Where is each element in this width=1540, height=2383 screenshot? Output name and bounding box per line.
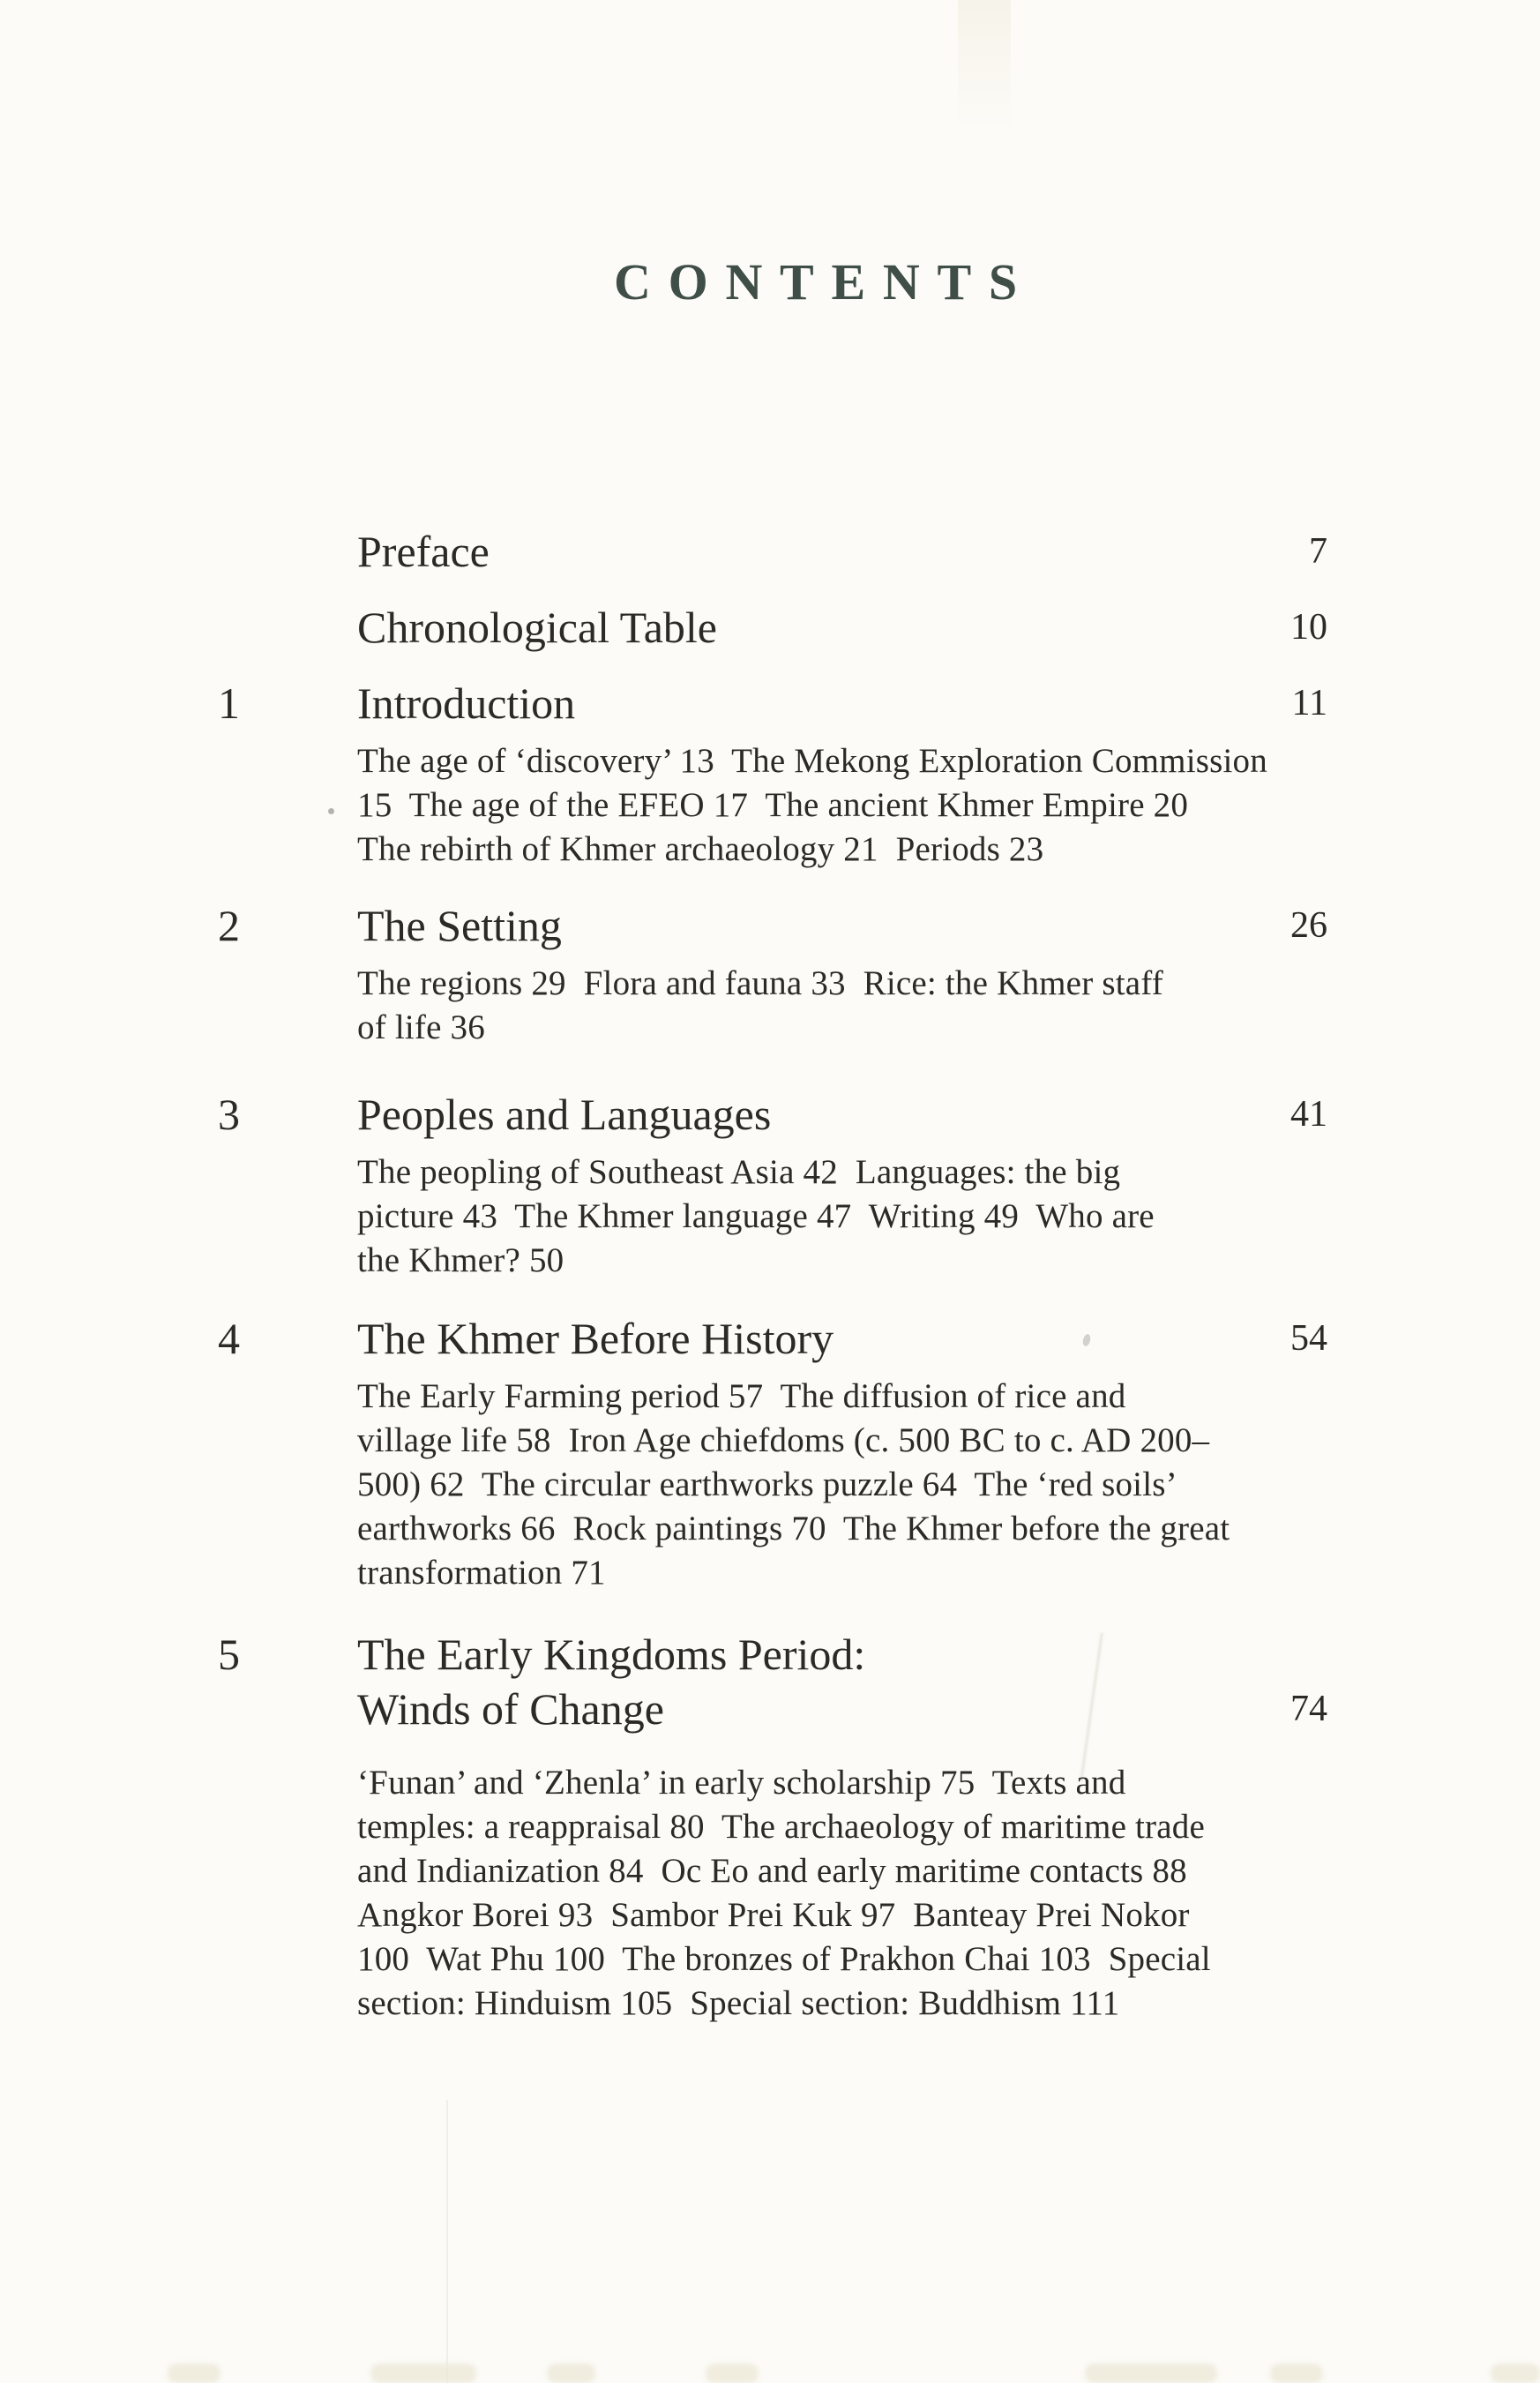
scan-artifact-smudge (168, 2364, 221, 2383)
subentry-line: earthworks 66 Rock paintings 70 The Khmer before the great (357, 1510, 1230, 1547)
subentry-line: village life 58 Iron Age chiefdoms (c. 500 BC to c. AD 200– (357, 1421, 1210, 1459)
scan-artifact-crease (446, 2100, 448, 2383)
chapter-row (218, 1311, 1327, 1366)
subentry-line: temples: a reappraisal 80 The archaeology of maritime trade (357, 1808, 1205, 1846)
subentry-line: 100 Wat Phu 100 The bronzes of Prakhon Chai 103 Special (357, 1940, 1211, 1978)
chapter-number: 2 (218, 901, 240, 950)
subentry-line: transformation 71 (357, 1554, 606, 1592)
chapter-subentries (357, 739, 1327, 872)
chapter-number: 3 (218, 1090, 240, 1139)
subentry-line: The age of ‘discovery’ 13 The Mekong Exploration Commission (357, 742, 1267, 780)
chapter-title: Peoples and Languages (357, 1090, 772, 1139)
chapter-title: The Setting (357, 901, 562, 950)
scan-artifact-smudge (370, 2364, 476, 2383)
subentry-line: 15 The age of the EFEO 17 The ancient Khmer Empire 20 (357, 786, 1189, 824)
page-number: 11 (1291, 683, 1327, 723)
page-title: CONTENTS (614, 253, 1035, 311)
subentry-line: and Indianization 84 Oc Eo and early maritime contacts 88 (357, 1852, 1187, 1890)
chapter-subentries (357, 1761, 1327, 2026)
page-number: 41 (1290, 1094, 1327, 1135)
page-number: 10 (1290, 607, 1327, 648)
chapter-row (218, 1627, 1327, 1736)
front-matter-row (218, 600, 1327, 655)
chapter-title: Introduction (357, 678, 576, 728)
subentry-line: The Early Farming period 57 The diffusion of rice and (357, 1377, 1126, 1415)
subentry-line: Angkor Borei 93 Sambor Prei Kuk 97 Banteay Prei Nokor (357, 1896, 1190, 1934)
chapter-subentries (357, 1150, 1327, 1283)
chapter-number: 1 (218, 678, 240, 728)
table-of-contents (218, 524, 1327, 2026)
chapter-number: 4 (218, 1314, 240, 1363)
chapter-row (218, 898, 1327, 953)
front-matter-row (218, 524, 1327, 579)
chapter-subentries (357, 962, 1327, 1050)
entry-title: Chronological Table (357, 603, 717, 652)
subentry-line: The regions 29 Flora and fauna 33 Rice: the Khmer staff (357, 964, 1163, 1002)
subentry-line: The peopling of Southeast Asia 42 Languages: the big (357, 1153, 1121, 1191)
page-number: 26 (1290, 905, 1327, 946)
subentry-line: section: Hinduism 105 Special section: Buddhism 111 (357, 1984, 1120, 2022)
chapter-row (218, 1087, 1327, 1142)
chapter-number-spacer (218, 600, 357, 655)
scan-artifact-smudge (1270, 2364, 1323, 2383)
scan-artifact-smudge (706, 2364, 759, 2383)
subentry-line: 500) 62 The circular earthworks puzzle 64 The ‘red soils’ (357, 1465, 1177, 1503)
chapter-number: 5 (218, 1630, 240, 1679)
chapter-title-line: The Early Kingdoms Period: (357, 1630, 866, 1679)
page-number: 7 (1309, 531, 1327, 572)
chapter-title (357, 1627, 1290, 1736)
subentry-line: the Khmer? 50 (357, 1241, 564, 1279)
chapter-title-line: Winds of Change (357, 1684, 664, 1734)
scan-artifact-smudge (1085, 2364, 1217, 2383)
subentry-line: of life 36 (357, 1008, 485, 1046)
chapter-number-spacer (218, 524, 357, 579)
chapter-row (218, 676, 1327, 731)
subentry-line: ‘Funan’ and ‘Zhenla’ in early scholarship 75 Texts and (357, 1764, 1126, 1802)
scan-artifact-streak (958, 0, 1011, 132)
scan-artifact-smudge (1491, 2364, 1540, 2383)
entry-title: Preface (357, 527, 490, 576)
chapter-subentries (357, 1375, 1327, 1595)
scan-artifact-smudge (547, 2364, 595, 2383)
page-number: 74 (1290, 1689, 1327, 1729)
page-number: 54 (1290, 1318, 1327, 1359)
chapter-title: The Khmer Before History (357, 1314, 834, 1363)
subentry-line: picture 43 The Khmer language 47 Writing 49 Who are (357, 1197, 1155, 1235)
subentry-line: The rebirth of Khmer archaeology 21 Periods 23 (357, 830, 1044, 868)
